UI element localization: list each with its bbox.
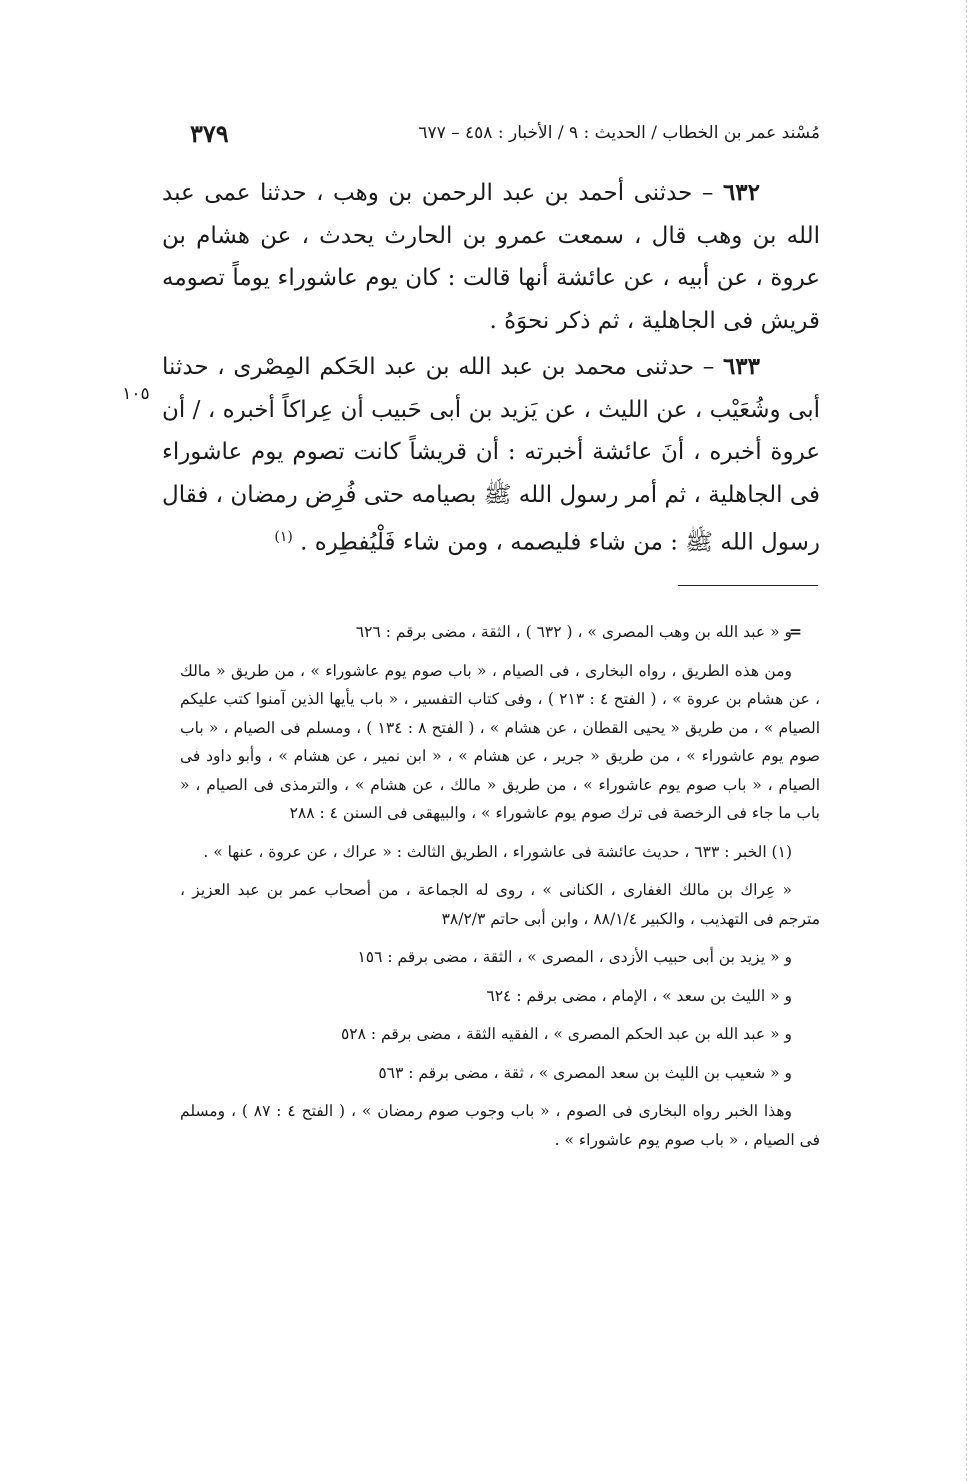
page-header <box>190 118 820 148</box>
hadith-text: – حدثنى محمد بن عبد الله بن عبد الحَكم المِصْرى ، حدثنا أبى وشُعَيْب ، عن الليث ، عن يَزيد بن أبى حَبيب أن عِراكاً أخبره ، / أن عروة أخبره ، أنَ عائشة أخبرته : أن قريشاً كانت تصوم يوم عاشوراء فى الجاهلية ، ثم أمر رسول الله ﷺ بصيامه حتى فُرِض رمضان ، فقال رسول الله ﷺ : من شاء فليصمه ، ومن شاء فَلْيُفطِره . <box>162 354 820 556</box>
hadith-text: – حدثنى أحمد بن عبد الرحمن بن وهب ، حدثنا عمى عبد الله بن وهب قال ، سمعت عمرو بن الحارث يحدث ، عن هشام بن عروة ، عن أبيه ، عن عائشة أنها قالت : كان يوم عاشوراء يوماً تصومه قريش فى الجاهلية ، ثم ذكر نحوَهُ . <box>162 180 820 334</box>
footnotes <box>180 618 820 1164</box>
narrator-entry: و « عبد الله بن عبد الحكم المصرى » ، الفقيه الثقة ، مضى برقم : ٥٢٨ <box>340 1025 792 1043</box>
main-text <box>162 172 820 568</box>
narrator-entry: و « يزيد بن أبى حبيب الأزدى ، المصرى » ، الثقة ، مضى برقم : ١٥٦ <box>357 948 792 966</box>
hadith-number: ٦٣٢ <box>722 179 760 206</box>
continuation-mark: = <box>789 622 802 641</box>
footnote <box>180 618 820 647</box>
hadith-paragraph <box>162 172 820 342</box>
footnote: « عِراك بن مالك الغفارى ، الكنانى » ، روى له الجماعة ، من أصحاب عمر بن عبد العزيز ، مترجم فى التهذيب ، والكبير ٨٨/١/٤ ، وابن أبى حاتم ٣٨/٢/٣ <box>180 881 820 928</box>
hadith-paragraph <box>162 346 820 564</box>
scan-edge <box>965 0 967 1481</box>
narrator-entry: و « شعيب بن الليث بن سعد المصرى » ، ثقة ، مضى برقم : ٥٦٣ <box>378 1063 792 1082</box>
footnote-ref: (١) <box>274 529 293 545</box>
footnote-closing: وهذا الخبر رواه البخارى فى الصوم ، « باب وجوب صوم رمضان » ، ( الفتح ٤ : ٨٧ ) ، ومسلم فى الصيام ، « باب صوم يوم عاشوراء » . <box>180 1102 820 1149</box>
narrator-list <box>180 943 820 1087</box>
running-title: مُسْند عمر بن الخطاب / الحديث : ٩ / الأخبار : ٤٥٨ – ٦٧٧ <box>418 123 820 143</box>
margin-page-note: ١٠٥ <box>122 384 150 404</box>
footnote: ومن هذه الطريق ، رواه البخارى ، فى الصيام ، « باب صوم يوم عاشوراء » ، من طريق « مالك ، عن هشام بن عروة » ، ( الفتح ٤ : ٢١٣ ) ، وفى كتاب التفسير ، « باب يأيها الذين آمنوا كتب عليكم الصيام » ، من طريق « يحيى القطان ، عن هشام » ، ( الفتح ٨ : ١٣٤ ) ، ومسلم فى الصيام ، « باب صوم يوم عاشوراء » ، من طريق « جرير ، عن هشام » ، « ابن نمير ، عن هشام » ، وأبو داود فى الصيام ، « باب صوم يوم عاشوراء » ، من طريق « مالك ، عن هشام » ، والترمذى فى الصيام ، « باب ما جاء فى الرخصة فى ترك صوم يوم عاشوراء » ، والبيهقى فى السنن ٤ : ٢٨٨ <box>180 661 820 822</box>
narrator-entry: و « الليث بن سعد » ، الإمام ، مضى برقم : ٦٢٤ <box>486 986 792 1005</box>
page-number: ٣٧٩ <box>190 118 229 148</box>
footnote-divider <box>678 585 818 586</box>
footnote: (١) الخبر : ٦٣٣ ، حديث عائشة فى عاشوراء ، الطريق الثالث : « عراك ، عن عروة ، عنها » . <box>203 842 792 861</box>
footnote-text: و « عبد الله بن وهب المصرى » ، ( ٦٣٢ ) ، الثقة ، مضى برقم : ٦٢٦ <box>355 623 792 641</box>
hadith-number: ٦٣٣ <box>722 353 760 380</box>
